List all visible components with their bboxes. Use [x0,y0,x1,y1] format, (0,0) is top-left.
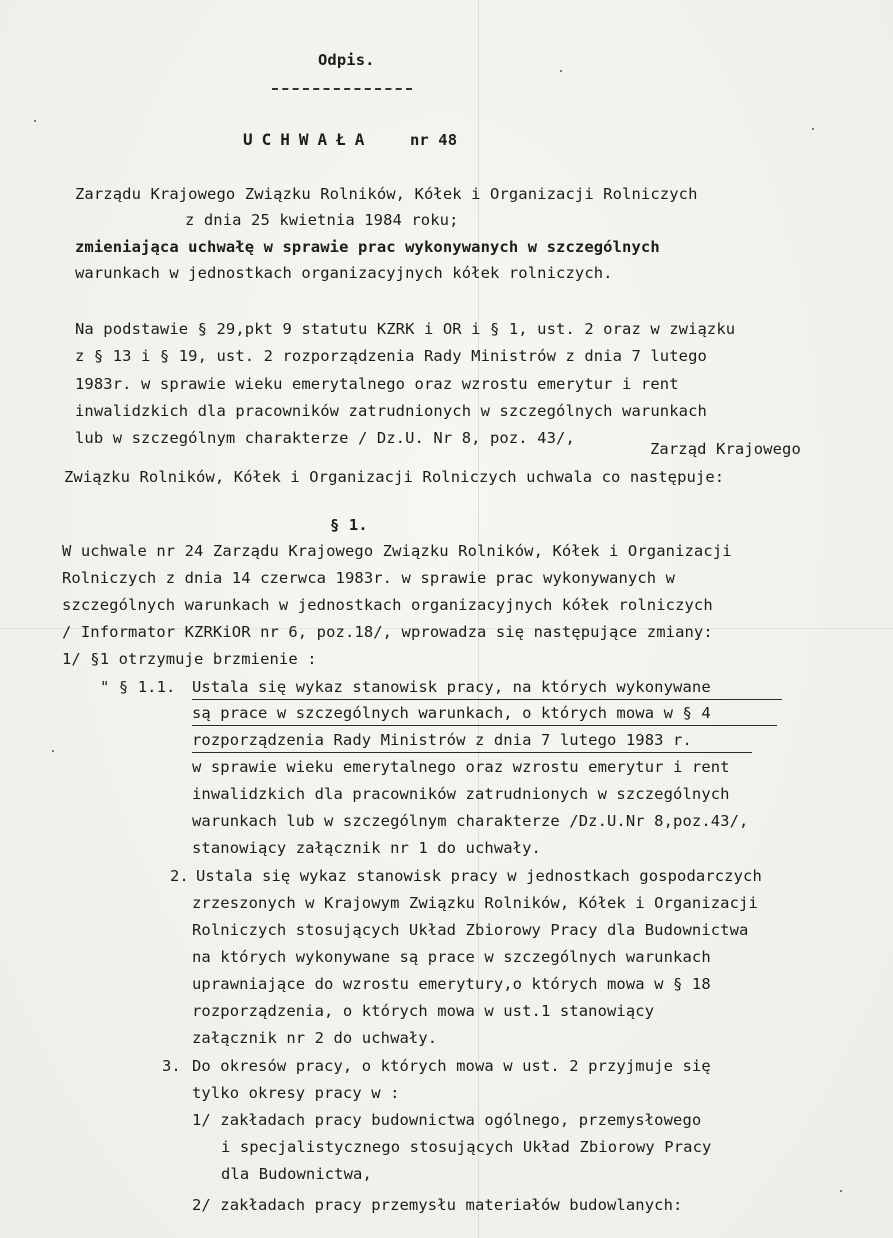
par-1-1-line-5: inwalidzkich dla pracowników zatrudnionych w szczególnych [192,785,730,803]
par-3-line-1: Do okresów pracy, o których mowa w ust. 2 przyjmuje się [192,1057,711,1075]
section-1-line-3: szczególnych warunkach w jednostkach organizacyjnych kółek rolniczych [62,596,713,614]
section-1-line-1: W uchwale nr 24 Zarządu Krajowego Związku Rolników, Kółek i Organizacji [62,542,732,560]
par-3-item-2: 2/ zakładach pracy przemysłu materiałów budowlanych: [192,1196,683,1214]
preamble-line-4: warunkach w jednostkach organizacyjnych kółek rolniczych. [75,264,613,282]
par-1-1-line-1: Ustala się wykaz stanowisk pracy, na których wykonywane [192,678,711,696]
odpis-label: Odpis. [318,51,375,69]
par-3-item-1-cont2: dla Budownictwa, [221,1165,372,1183]
par-1-1-line-4: w sprawie wieku emerytalnego oraz wzrostu emerytur i rent [192,758,730,776]
par-1-1-line-7: stanowiący załącznik nr 1 do uchwały. [192,839,541,857]
par-3-line-2: tylko okresy pracy w : [192,1084,400,1102]
par-2-line-7: załącznik nr 2 do uchwały. [192,1029,438,1047]
par-3-marker: 3. [162,1057,181,1075]
preamble-date: z dnia 25 kwietnia 1984 roku; [185,211,459,229]
scan-speck [560,70,562,72]
par-2-line-1: Ustala się wykaz stanowisk pracy w jednostkach gospodarczych [196,867,762,885]
par-2-line-6: rozporządzenia, o których mowa w ust.1 stanowiący [192,1002,655,1020]
par-2-line-4: na których wykonywane są prace w szczególnych warunkach [192,948,711,966]
par-1-1-line-6: warunkach lub w szczególnym charakterze /Dz.U.Nr 8,poz.43/, [192,812,749,830]
scan-speck [52,750,54,752]
par-1-1-line-3: rozporządzenia Rady Ministrów z dnia 7 lutego 1983 r. [192,731,692,749]
scan-speck [812,128,814,130]
par-1-1-line-2: są prace w szczególnych warunkach, o których mowa w § 4 [192,704,711,722]
par-2-marker: 2. [170,867,189,885]
par-2-line-2: zrzeszonych w Krajowym Związku Rolników, Kółek i Organizacji [192,894,758,912]
resolution-number: nr 48 [410,131,458,149]
pen-underline [192,725,777,726]
preamble-line-3: zmieniająca uchwałę w sprawie prac wykonywanych w szczególnych [75,238,660,256]
legal-basis-line-6: Związku Rolników, Kółek i Organizacji Rolniczych uchwala co następuje: [64,468,725,486]
section-1-line-2: Rolniczych z dnia 14 czerwca 1983r. w sprawie prac wykonywanych w [62,569,676,587]
par-2-line-5: uprawniające do wzrostu emerytury,o których mowa w § 18 [192,975,711,993]
par-2-line-3: Rolniczych stosujących Układ Zbiorowy Pracy dla Budownictwa [192,921,749,939]
section-1-line-4: / Informator KZRKiOR nr 6, poz.18/, wprowadza się następujące zmiany: [62,623,713,641]
document-title: UCHWAŁA [243,130,374,149]
pen-underline [192,699,782,700]
scan-speck [840,1190,842,1192]
section-1-line-5: 1/ §1 otrzymuje brzmienie : [62,650,317,668]
legal-basis-line-4: inwalidzkich dla pracowników zatrudnionych w szczególnych warunkach [75,402,707,420]
scan-speck [34,120,36,122]
odpis-underline [272,88,412,90]
legal-basis-line-5: lub w szczególnym charakterze / Dz.U. Nr 8, poz. 43/, [75,429,575,447]
legal-basis-line-2: z § 13 i § 19, ust. 2 rozporządzenia Rady Ministrów z dnia 7 lutego [75,347,707,365]
par-3-item-1-cont: i specjalistycznego stosujących Układ Zbiorowy Pracy [221,1138,712,1156]
par-1-1-marker: " § 1.1. [100,678,176,696]
pen-underline [192,752,752,753]
legal-basis-line-3: 1983r. w sprawie wieku emerytalnego oraz wzrostu emerytur i rent [75,375,679,393]
section-1-heading: § 1. [330,516,368,534]
legal-basis-line-1: Na podstawie § 29,pkt 9 statutu KZRK i OR i § 1, ust. 2 oraz w związku [75,320,736,338]
preamble-line-1: Zarządu Krajowego Związku Rolników, Kółek i Organizacji Rolniczych [75,185,698,203]
par-3-item-1: 1/ zakładach pracy budownictwa ogólnego, przemysłowego [192,1111,702,1129]
legal-basis-line-5-tail: Zarząd Krajowego [650,440,801,458]
